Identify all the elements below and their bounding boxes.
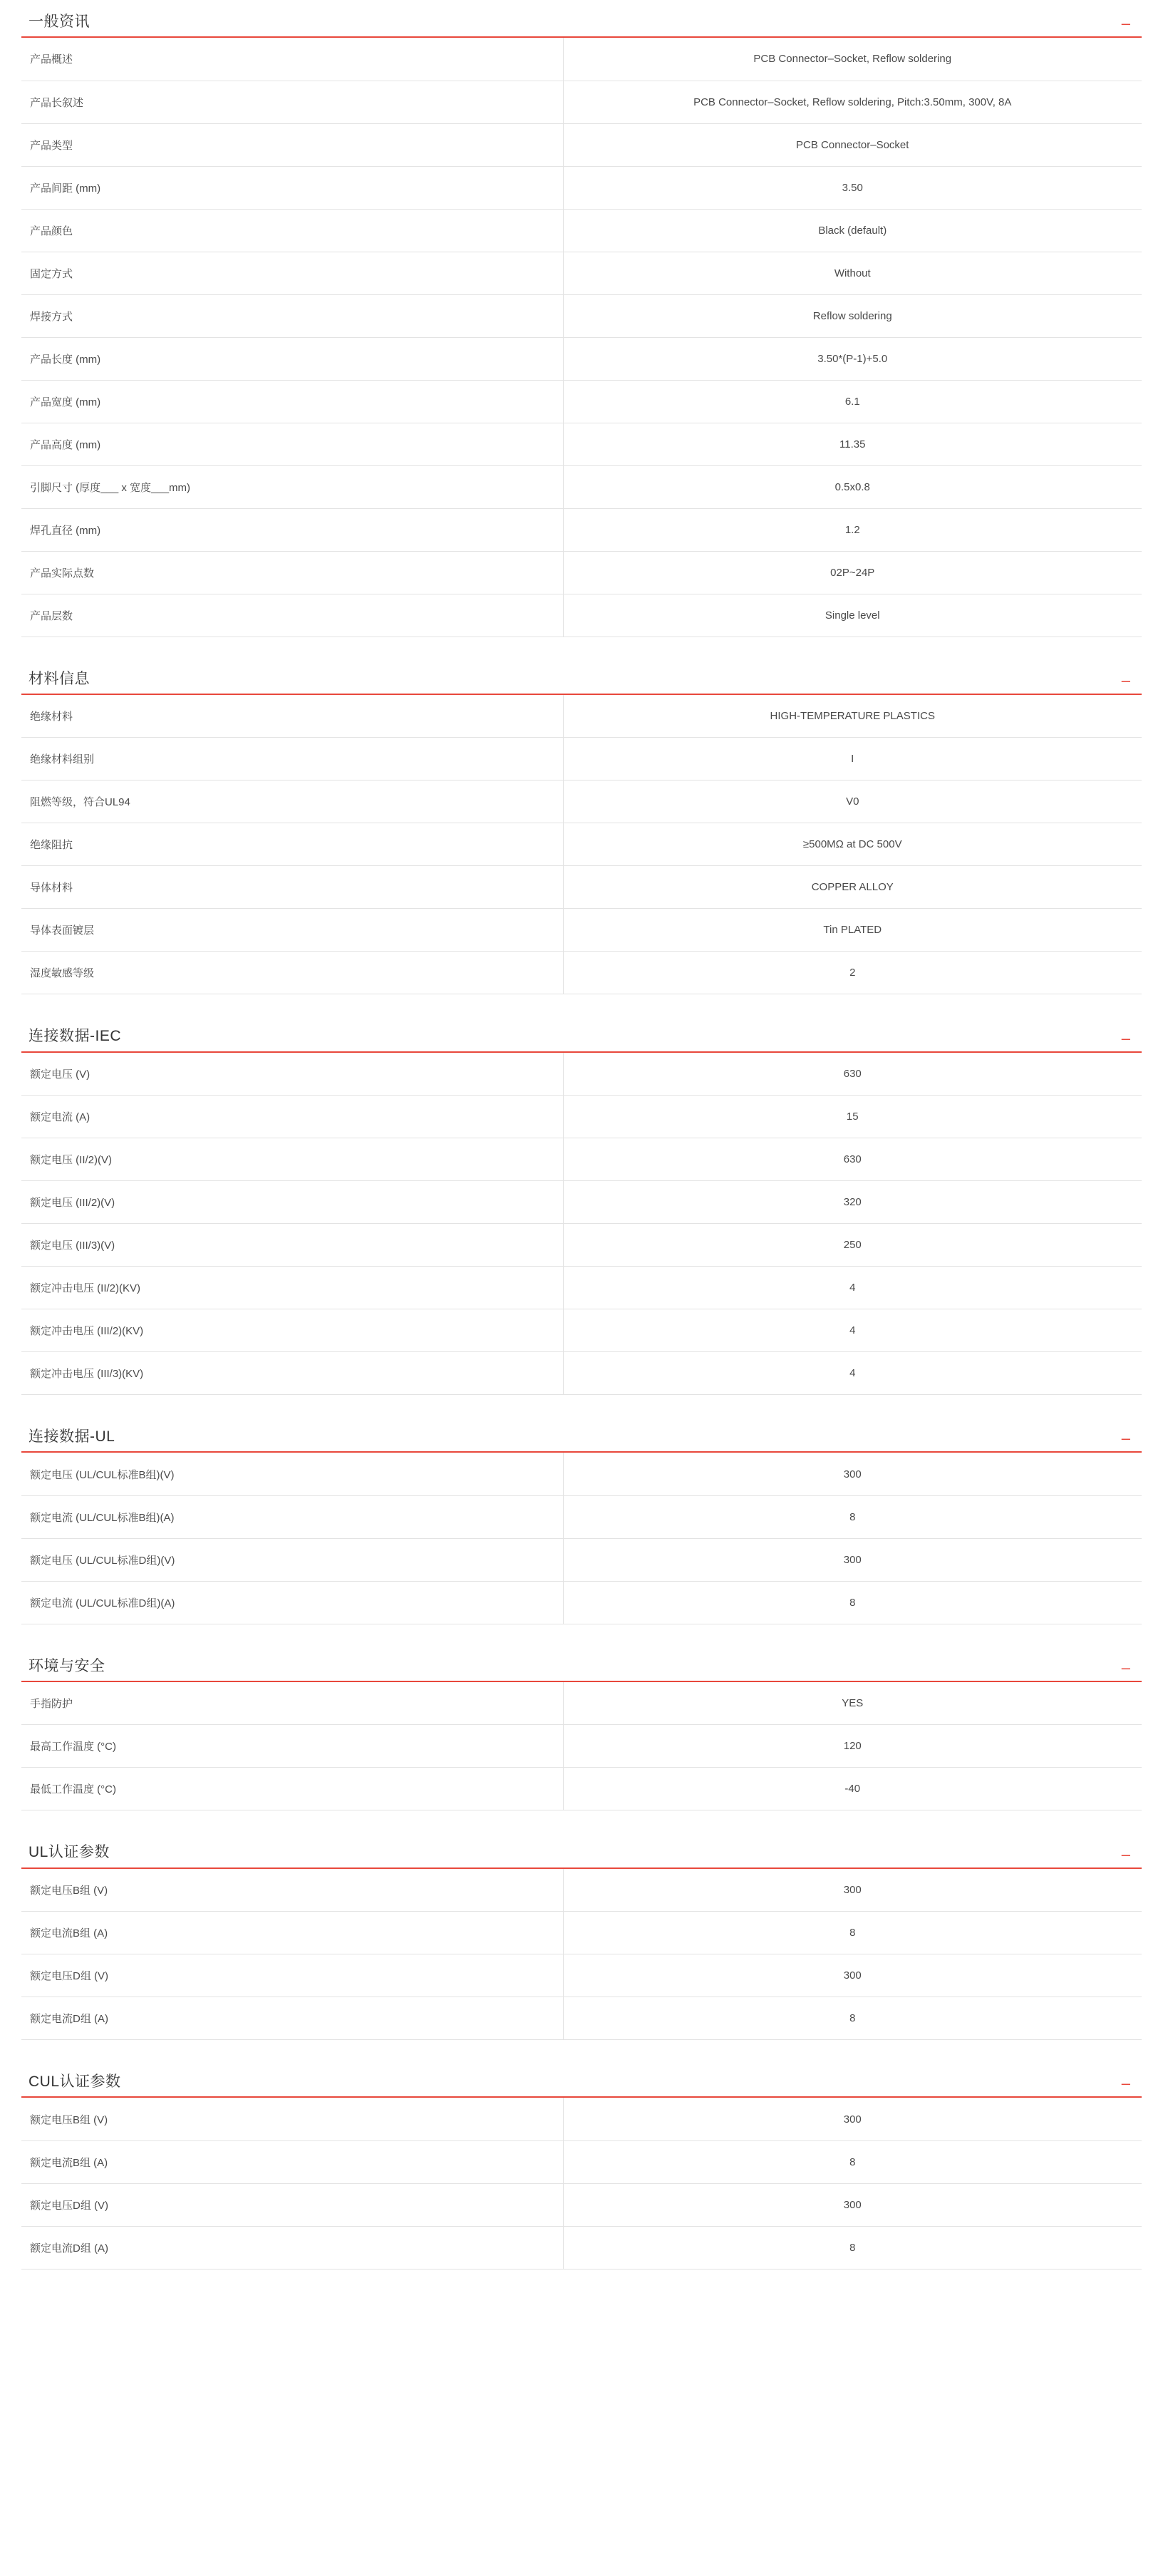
table-row	[21, 508, 1142, 551]
table-row	[21, 38, 1142, 81]
table-row	[21, 1181, 1142, 1224]
collapse-minus-icon[interactable]: –	[1121, 14, 1130, 33]
spec-value: YES	[842, 1697, 864, 1710]
spec-value: COPPER ALLOY	[811, 881, 894, 894]
spec-value: 300	[843, 1883, 862, 1896]
spec-key: 导体表面镀层	[21, 909, 563, 952]
spec-key: 产品长度 (mm)	[21, 337, 563, 380]
table-row	[21, 465, 1142, 508]
spec-table-cul-certification-parameters	[21, 2098, 1142, 2270]
spec-key: 产品类型	[21, 123, 563, 166]
table-row	[21, 1352, 1142, 1395]
spec-key: 焊孔直径 (mm)	[21, 508, 563, 551]
spec-value: 8	[849, 1927, 856, 1939]
table-row	[21, 380, 1142, 423]
table-row	[21, 2226, 1142, 2269]
spec-value: 4	[849, 1282, 856, 1294]
table-row	[21, 337, 1142, 380]
table-row	[21, 1453, 1142, 1495]
spec-key: 额定电流B组 (A)	[21, 1912, 563, 1954]
spec-value: 2	[849, 967, 856, 979]
spec-value: 320	[843, 1196, 862, 1209]
table-row	[21, 823, 1142, 866]
spec-value: 0.5x0.8	[834, 480, 870, 493]
spec-value: 8	[849, 2241, 856, 2254]
spec-key: 额定电流 (A)	[21, 1096, 563, 1138]
spec-key: 导体材料	[21, 866, 563, 909]
table-row	[21, 2140, 1142, 2183]
table-row	[21, 1954, 1142, 1997]
spec-key: 额定电压B组 (V)	[21, 2098, 563, 2140]
section-title: CUL认证参数	[29, 2073, 121, 2091]
table-row	[21, 1997, 1142, 2040]
spec-value: Tin PLATED	[823, 924, 882, 937]
table-row	[21, 1053, 1142, 1096]
spec-table-general-information	[21, 38, 1142, 637]
spec-key: 固定方式	[21, 252, 563, 294]
spec-value: ≥500MΩ at DC 500V	[802, 838, 902, 851]
table-row	[21, 1725, 1142, 1768]
table-row	[21, 1138, 1142, 1181]
spec-table-connection-data-iec	[21, 1053, 1142, 1396]
spec-value: 8	[849, 1510, 856, 1523]
table-row	[21, 1768, 1142, 1810]
table-row	[21, 1912, 1142, 1954]
table-row	[21, 909, 1142, 952]
section-header-cul-certification-parameters	[21, 2073, 1142, 2098]
spec-key: 产品长叙述	[21, 81, 563, 123]
spec-value: PCB Connector–Socket, Reflow soldering	[753, 53, 952, 66]
spec-value: 300	[843, 2198, 862, 2211]
table-row	[21, 1495, 1142, 1538]
spec-key: 额定电压 (II/2)(V)	[21, 1138, 563, 1181]
spec-value: V0	[846, 795, 859, 808]
table-row	[21, 123, 1142, 166]
table-row	[21, 1538, 1142, 1581]
spec-key: 额定电压 (V)	[21, 1053, 563, 1096]
collapse-minus-icon[interactable]: –	[1121, 2074, 1130, 2093]
spec-key: 额定冲击电压 (III/2)(KV)	[21, 1309, 563, 1352]
spec-section-connection-data-iec	[21, 1027, 1142, 1395]
table-row	[21, 252, 1142, 294]
spec-section-environment-and-safety	[21, 1657, 1142, 1811]
spec-key: 额定电流 (UL/CUL标准B组)(A)	[21, 1495, 563, 1538]
section-title: 材料信息	[29, 670, 90, 687]
table-row	[21, 1869, 1142, 1912]
spec-value: Reflow soldering	[812, 309, 892, 322]
table-row	[21, 1309, 1142, 1352]
spec-value: 02P~24P	[830, 566, 875, 579]
table-row	[21, 209, 1142, 252]
spec-key: 引脚尺寸 (厚度___ x 宽度___mm)	[21, 465, 563, 508]
spec-value: 300	[843, 1969, 862, 1982]
section-header-environment-and-safety	[21, 1657, 1142, 1682]
spec-key: 手指防护	[21, 1682, 563, 1725]
table-row	[21, 1267, 1142, 1309]
collapse-minus-icon[interactable]: –	[1121, 1658, 1130, 1676]
spec-key: 产品颜色	[21, 209, 563, 252]
section-header-material-information	[21, 670, 1142, 695]
spec-key: 额定电流D组 (A)	[21, 2226, 563, 2269]
spec-value: PCB Connector–Socket	[796, 138, 909, 151]
table-row	[21, 1224, 1142, 1267]
spec-value: 15	[846, 1111, 859, 1123]
table-row	[21, 738, 1142, 780]
spec-value: 8	[849, 2012, 856, 2025]
spec-key: 湿度敏感等级	[21, 952, 563, 994]
collapse-minus-icon[interactable]: –	[1121, 1029, 1130, 1047]
spec-value: PCB Connector–Socket, Reflow soldering, Pitch:3.50mm, 300V, 8A	[693, 96, 1012, 108]
spec-key: 额定电压 (UL/CUL标准D组)(V)	[21, 1538, 563, 1581]
spec-key: 额定电流D组 (A)	[21, 1997, 563, 2040]
spec-key: 焊接方式	[21, 294, 563, 337]
spec-key: 绝缘材料	[21, 695, 563, 738]
spec-key: 产品宽度 (mm)	[21, 380, 563, 423]
spec-key: 额定电流 (UL/CUL标准D组)(A)	[21, 1581, 563, 1624]
spec-key: 最低工作温度 (°C)	[21, 1768, 563, 1810]
table-row	[21, 866, 1142, 909]
table-row	[21, 594, 1142, 637]
section-title: 环境与安全	[29, 1657, 105, 1674]
spec-key: 额定电压B组 (V)	[21, 1869, 563, 1912]
spec-key: 产品概述	[21, 38, 563, 81]
section-header-connection-data-ul	[21, 1428, 1142, 1453]
spec-table-environment-and-safety	[21, 1682, 1142, 1811]
spec-key: 最高工作温度 (°C)	[21, 1725, 563, 1768]
table-row	[21, 695, 1142, 738]
table-row	[21, 551, 1142, 594]
table-row	[21, 294, 1142, 337]
table-row	[21, 423, 1142, 465]
spec-section-connection-data-ul	[21, 1428, 1142, 1624]
spec-key: 额定电压 (III/2)(V)	[21, 1181, 563, 1224]
spec-key: 产品实际点数	[21, 551, 563, 594]
spec-key: 额定电流B组 (A)	[21, 2140, 563, 2183]
spec-table-ul-certification-parameters	[21, 1869, 1142, 2041]
spec-value: 3.50*(P-1)+5.0	[817, 352, 888, 365]
table-row	[21, 780, 1142, 823]
spec-value: 8	[849, 2155, 856, 2168]
spec-key: 额定电压D组 (V)	[21, 1954, 563, 1997]
section-header-connection-data-iec	[21, 1027, 1142, 1052]
spec-key: 产品间距 (mm)	[21, 166, 563, 209]
spec-table-connection-data-ul	[21, 1453, 1142, 1624]
spec-value: Black (default)	[818, 224, 887, 237]
table-row	[21, 2098, 1142, 2140]
spec-value: 630	[843, 1067, 862, 1080]
spec-section-general-information	[21, 13, 1142, 637]
collapse-minus-icon[interactable]: –	[1121, 1429, 1130, 1448]
spec-value: HIGH-TEMPERATURE PLASTICS	[770, 710, 935, 723]
spec-section-ul-certification-parameters	[21, 1843, 1142, 2040]
spec-key: 阻燃等级，符合UL94	[21, 780, 563, 823]
spec-value: 6.1	[844, 395, 860, 408]
spec-value: 3.50	[842, 181, 863, 194]
spec-value: 300	[843, 2113, 862, 2126]
spec-value: 4	[849, 1324, 856, 1337]
spec-value: 300	[843, 1553, 862, 1566]
spec-table-material-information	[21, 695, 1142, 995]
spec-key: 产品高度 (mm)	[21, 423, 563, 465]
section-title: 连接数据-UL	[29, 1428, 115, 1446]
table-row	[21, 952, 1142, 994]
spec-key: 绝缘材料组别	[21, 738, 563, 780]
spec-value: 250	[843, 1239, 862, 1252]
section-title: UL认证参数	[29, 1844, 110, 1861]
spec-value: 1.2	[844, 523, 860, 536]
spec-value: 8	[849, 1596, 856, 1609]
table-row	[21, 2183, 1142, 2226]
spec-key: 产品层数	[21, 594, 563, 637]
table-row	[21, 1581, 1142, 1624]
spec-key: 额定冲击电压 (III/3)(KV)	[21, 1352, 563, 1395]
spec-value: 4	[849, 1367, 856, 1380]
table-row	[21, 1682, 1142, 1725]
spec-key: 额定电压 (III/3)(V)	[21, 1224, 563, 1267]
spec-value: 120	[843, 1740, 862, 1753]
spec-value: 300	[843, 1468, 862, 1480]
section-title: 一般资讯	[29, 14, 90, 30]
spec-key: 额定冲击电压 (II/2)(KV)	[21, 1267, 563, 1309]
section-header-general-information	[21, 13, 1142, 38]
collapse-minus-icon[interactable]: –	[1121, 1845, 1130, 1863]
table-row	[21, 1096, 1142, 1138]
table-row	[21, 81, 1142, 123]
spec-sections-container	[21, 13, 1142, 2270]
table-row	[21, 166, 1142, 209]
section-title: 连接数据-IEC	[29, 1028, 121, 1045]
spec-value: 630	[843, 1153, 862, 1166]
spec-key: 额定电压D组 (V)	[21, 2183, 563, 2226]
spec-key: 额定电压 (UL/CUL标准B组)(V)	[21, 1453, 563, 1495]
spec-key: 绝缘阻抗	[21, 823, 563, 866]
spec-value: 11.35	[839, 438, 866, 450]
spec-value: Single level	[825, 609, 880, 622]
spec-section-material-information	[21, 670, 1142, 995]
collapse-minus-icon[interactable]: –	[1121, 671, 1130, 689]
spec-value: I	[851, 753, 854, 766]
spec-section-cul-certification-parameters	[21, 2073, 1142, 2270]
spec-value: Without	[834, 267, 871, 279]
section-header-ul-certification-parameters	[21, 1843, 1142, 1868]
spec-value: -40	[844, 1783, 861, 1796]
